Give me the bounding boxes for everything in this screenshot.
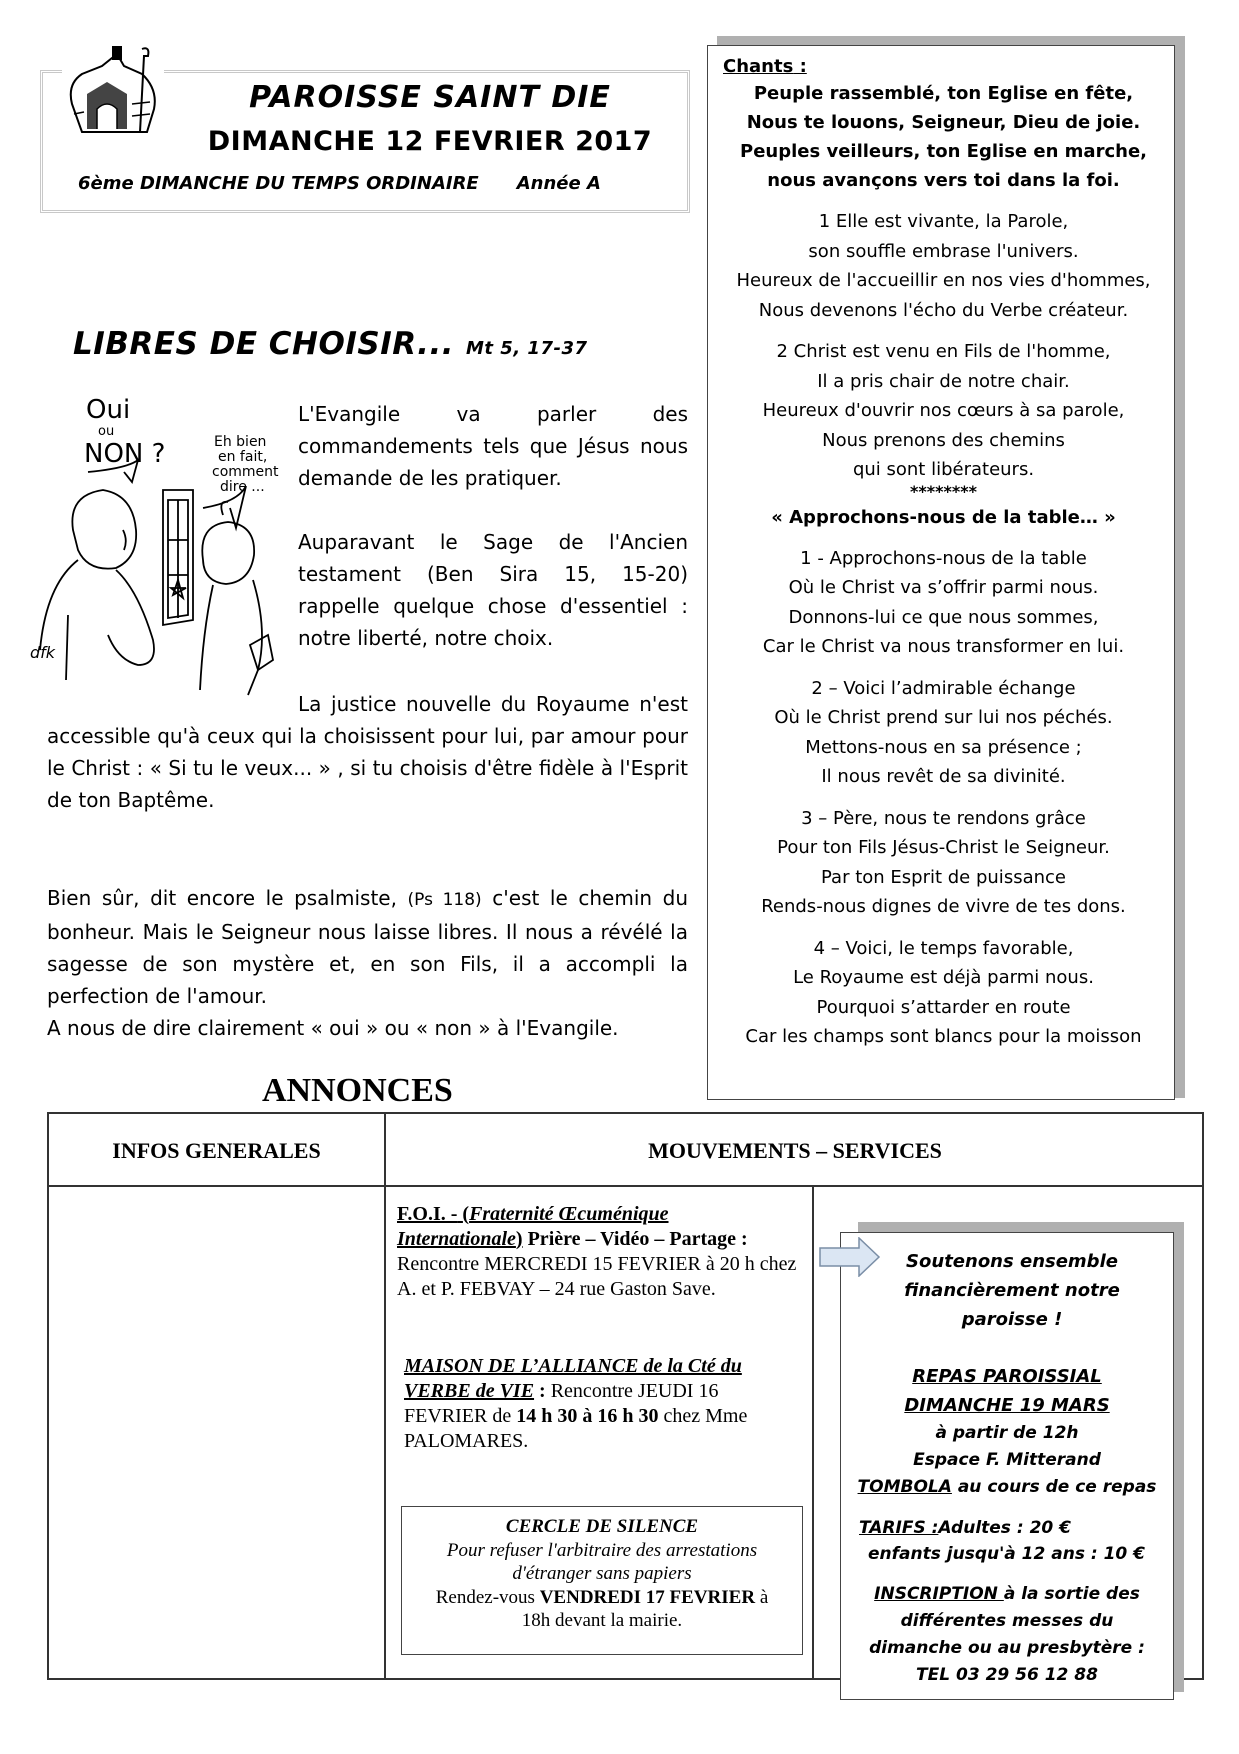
article-heading: LIBRES DE CHOISIR...	[73, 326, 455, 362]
verse-line: Mettons-nous en sa présence ;	[805, 736, 1082, 758]
refrain-line: Peuples veilleurs, ton Eglise en marche,	[740, 141, 1147, 162]
cercle-subtitle: Pour refuser l'arbitraire des arrestations d'étranger sans papiers	[446, 1539, 758, 1584]
foi-paren-open	[457, 1203, 469, 1225]
date-title: DIMANCHE 12 FEVRIER 2017	[207, 126, 653, 157]
song2-verse-3	[723, 804, 1164, 922]
chant-verse-2	[723, 337, 1164, 485]
column-divider	[384, 1114, 386, 1678]
cercle-text-b: à 18h devant la mairie.	[521, 1586, 769, 1631]
maison-alliance-announcement	[404, 1354, 804, 1454]
song2-verse-4	[723, 934, 1164, 1052]
inscription-label: INSCRIPTION	[874, 1584, 1004, 1604]
song2-verse-1	[723, 544, 1164, 662]
bubble-comment: comment	[212, 464, 279, 480]
verse-line: Rends-nous dignes de vivre de tes dons.	[761, 896, 1126, 917]
maison-text-a: Rencontre JEUDI 16 FEVRIER de	[404, 1380, 719, 1427]
tarif-adults: Adultes : 20 €	[938, 1518, 1071, 1538]
refrain-line: nous avançons vers toi dans la foi.	[767, 170, 1120, 191]
verse-line: Il a pris chair de notre chair.	[817, 370, 1070, 392]
repas-time: à partir de 12h	[935, 1423, 1079, 1443]
column-header-mouvements: MOUVEMENTS – SERVICES	[648, 1138, 942, 1163]
promo-repas	[841, 1362, 1173, 1420]
song2-title: « Approchons-nous de la table… »	[771, 506, 1116, 528]
inner-column-divider	[812, 1187, 814, 1680]
verse-line: Le Royaume est déjà parmi nous.	[793, 967, 1094, 988]
repas-paroissial-box	[840, 1232, 1174, 1700]
paragraph-psalmiste	[47, 882, 688, 1044]
artist-signature: dfk	[30, 643, 56, 662]
verse-line: 2 – Voici l’admirable échange	[811, 677, 1076, 699]
maison-time: 14 h 30 à 16 h 30	[516, 1405, 659, 1427]
maison-colon: :	[534, 1380, 546, 1402]
verse-line: Par ton Esprit de puissance	[821, 866, 1066, 888]
annonces-title: ANNONCES	[262, 1072, 453, 1109]
tombola-label: TOMBOLA	[857, 1477, 952, 1497]
parish-title: PAROISSE SAINT DIE	[249, 80, 611, 115]
tombola-line	[841, 1474, 1173, 1501]
repas-place: Espace F. Mitterand	[913, 1450, 1101, 1470]
verse-line: 3 – Père, nous te rendons grâce	[801, 807, 1086, 829]
liturgy-sunday: 6ème DIMANCHE DU TEMPS ORDINAIRE	[78, 173, 479, 194]
repas-title: REPAS PAROISSIAL	[912, 1366, 1102, 1387]
verse-line: Pourquoi s’attarder en route	[816, 996, 1071, 1018]
conclusion-text: A nous de dire clairement « oui » ou « non » à l'Evangile.	[47, 1016, 619, 1040]
foi-announcement	[397, 1202, 797, 1302]
repas-date: DIMANCHE 19 MARS	[904, 1395, 1110, 1416]
paragraph-ancien-testament: Auparavant le Sage de l'Ancien testament (Ben Sira 15, 15-20) rappelle quelque chose d'essentiel : notre liberté, notre choix.	[298, 530, 688, 650]
paragraph-justice-text: La justice nouvelle du Royaume n'est accessible qu'à ceux qui la choisissent pour lui, par amour pour le Christ : « Si tu le veux... » , si tu choisis d'être fidèle à l'Esprit de ton Baptême.	[47, 692, 688, 812]
verse-line: Car le Christ va nous transformer en lui.	[762, 636, 1125, 657]
bubble-eh-bien: Eh bien	[214, 434, 267, 450]
verse-line: qui sont libérateurs.	[852, 459, 1035, 480]
bubble-ou: ou	[98, 424, 115, 439]
refrain-line: Peuple rassemblé, ton Eglise en fête,	[753, 83, 1134, 104]
chant-refrain	[723, 79, 1164, 195]
bubble-oui: Oui	[86, 395, 131, 425]
verse-line: Nous devenons l'écho du Verbe créateur.	[758, 299, 1129, 321]
tarifs-label: TARIFS :	[859, 1518, 939, 1538]
cercle-title: CERCLE DE SILENCE	[505, 1516, 699, 1537]
verse-line: son souffle embrase l'univers.	[808, 240, 1079, 262]
paren: (	[462, 1203, 470, 1225]
song2-verse-2	[723, 674, 1164, 792]
foi-paren-close: )	[515, 1228, 523, 1250]
psalmiste-text-a: Bien sûr, dit encore le psalmiste,	[47, 886, 397, 910]
verse-line: 1 - Approchons-nous de la table	[800, 547, 1087, 569]
saint-die-logo-icon	[62, 44, 164, 136]
verse-line: Où le Christ va s’offrir parmi nous.	[788, 577, 1099, 598]
tombola-text: au cours de ce repas	[951, 1477, 1157, 1497]
tarifs	[841, 1515, 1173, 1567]
psalm-reference: (Ps 118)	[407, 890, 482, 910]
foi-text: Rencontre MERCREDI 15 FEVRIER à 20 h chez A. et P. FEBVAY – 24 rue Gaston Save.	[397, 1253, 797, 1300]
gospel-reference: Mt 5, 17-37	[466, 338, 588, 359]
inscription-text: à la sortie des différentes messes du dimanche ou au presbytère :	[869, 1584, 1145, 1658]
chant-verse-1	[723, 207, 1164, 325]
promo-intro: Soutenons ensemble financièrement notre paroisse !	[904, 1251, 1120, 1330]
maison-head: MAISON DE L’ALLIANCE de la Cté du VERBE de VIE	[404, 1355, 742, 1402]
separator-stars: ********	[910, 481, 977, 501]
psalmiste-text-b: c'est le chemin du bonheur. Mais le Seigneur nous laisse libres. Il nous a révélé la sagesse de son mystère et, en son Fils, il a accompli la perfection de l'amour.	[47, 886, 688, 1008]
bubble-non: NON ?	[84, 439, 166, 469]
liturgy-year: Année A	[516, 173, 601, 194]
inscription	[841, 1581, 1173, 1689]
foi-head: F.O.I. -	[397, 1203, 458, 1225]
bubble-en-fait: en fait,	[218, 449, 268, 465]
cercle-text-a: Rendez-vous	[435, 1586, 535, 1608]
refrain-line: Nous te louons, Seigneur, Dieu de joie.	[746, 112, 1141, 133]
cercle-date: VENDREDI 17 FEVRIER	[539, 1586, 756, 1608]
maison-text-b: chez Mme PALOMARES.	[404, 1405, 748, 1452]
chants-box	[707, 45, 1175, 1100]
tarif-children: enfants jusqu'à 12 ans : 10 €	[868, 1544, 1145, 1564]
chants-label	[723, 56, 1164, 77]
phone-number: TEL 03 29 56 12 88	[916, 1665, 1098, 1685]
foi-organisation: Fraternité Œcuménique Internationale	[397, 1203, 669, 1250]
bubble-dire: dire ...	[220, 479, 265, 495]
foi-activities: Prière – Vidéo – Partage :	[527, 1228, 748, 1250]
cercle-silence-box	[401, 1506, 803, 1655]
liturgy-line	[78, 173, 601, 194]
verse-line: Heureux d'ouvrir nos cœurs à sa parole,	[762, 400, 1125, 421]
verse-line: 2 Christ est venu en Fils de l'homme,	[776, 341, 1111, 362]
verse-line: Pour ton Fils Jésus-Christ le Seigneur.	[777, 837, 1110, 858]
article-title	[73, 326, 588, 362]
paragraph-justice	[47, 688, 688, 816]
verse-line: Il nous revêt de sa divinité.	[821, 766, 1066, 787]
paragraph-evangile: L'Evangile va parler des commandements tels que Jésus nous demande de les pratiquer.	[298, 402, 688, 490]
verse-line: Où le Christ prend sur lui nos péchés.	[774, 707, 1113, 728]
verse-line: 1 Elle est vivante, la Parole,	[818, 211, 1069, 232]
verse-line: Donnons-lui ce que nous sommes,	[788, 606, 1099, 628]
cartoon-illustration	[28, 390, 298, 700]
verse-line: 4 – Voici, le temps favorable,	[813, 937, 1074, 959]
verse-line: Heureux de l'accueillir en nos vies d'hommes,	[736, 270, 1151, 291]
verse-line: Car les champs sont blancs pour la moisson	[745, 1026, 1142, 1047]
column-header-infos: INFOS GENERALES	[112, 1138, 321, 1163]
chants-label-colon: :	[793, 56, 807, 77]
arrow-right-icon	[819, 1237, 881, 1277]
verse-line: Nous prenons des chemins	[822, 429, 1065, 451]
chants-label-text: Chants	[723, 56, 794, 77]
